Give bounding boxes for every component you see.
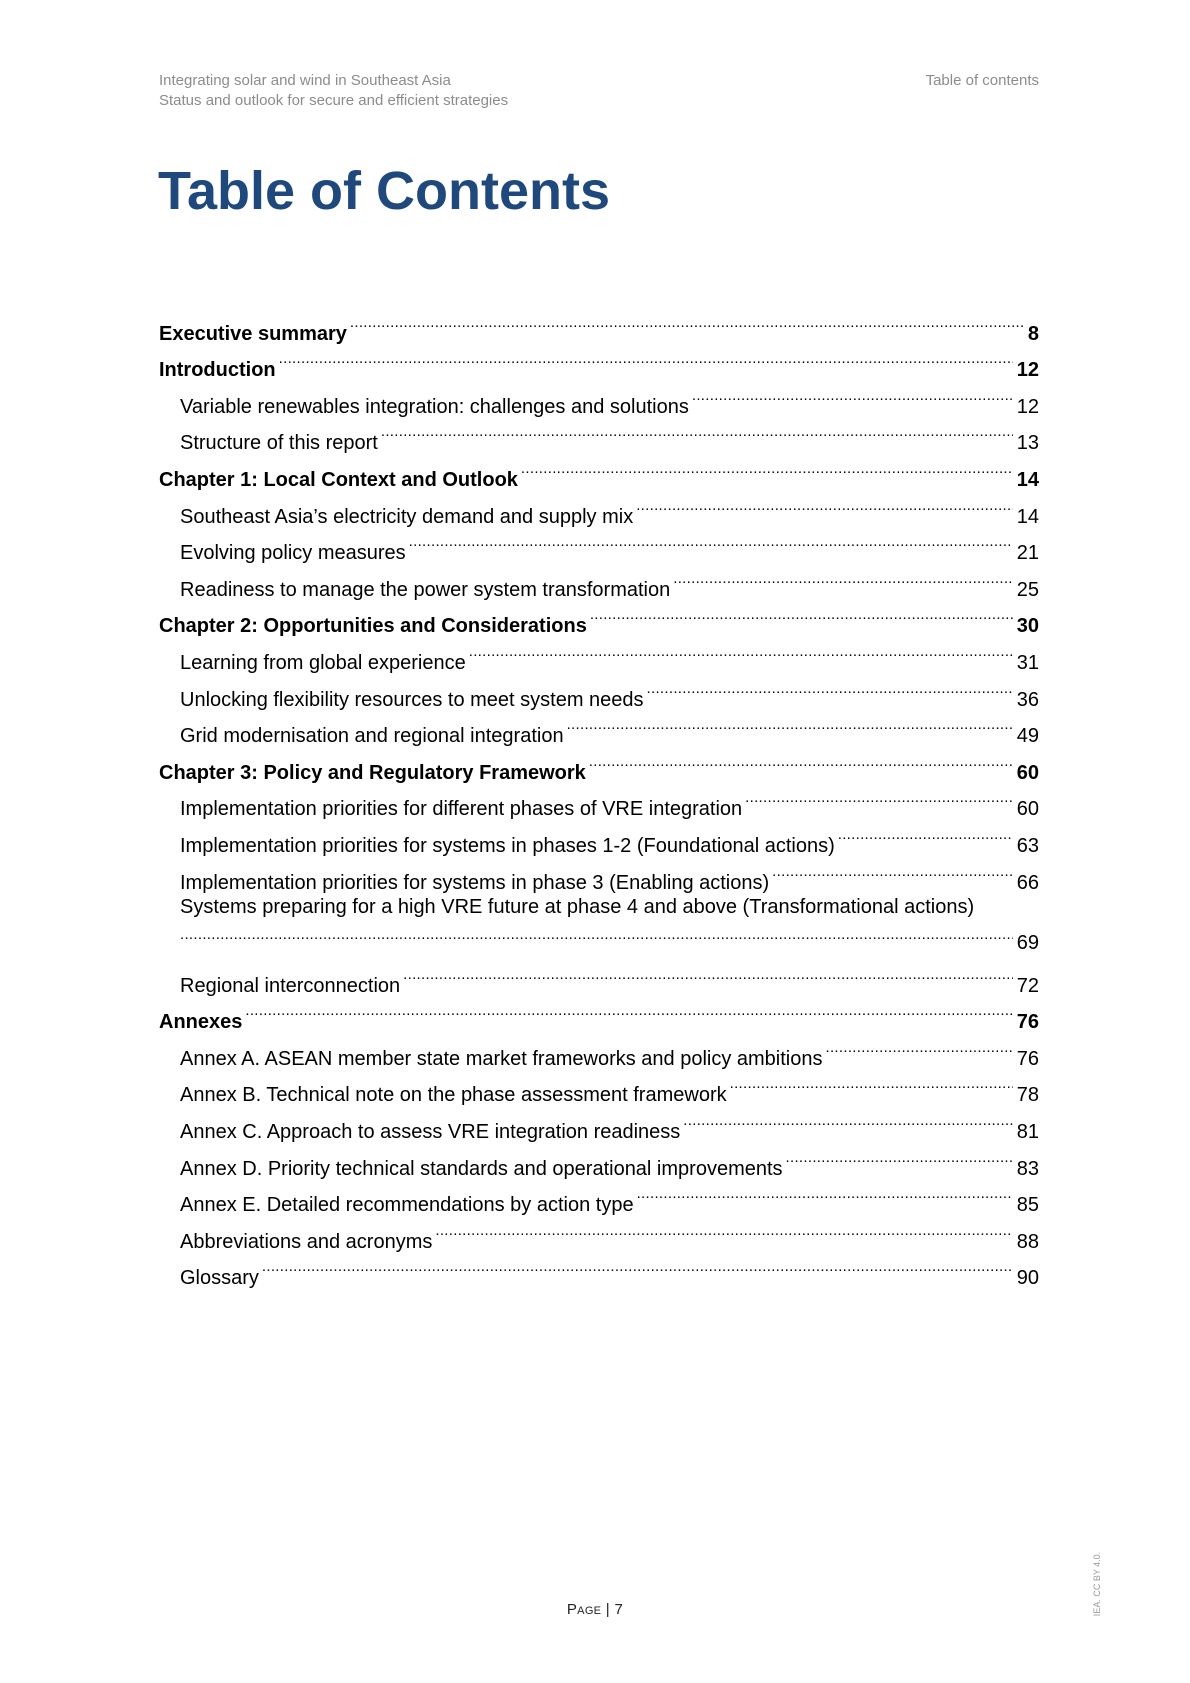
toc-page-number: 88 <box>1016 1230 1039 1253</box>
toc-page-number: 13 <box>1016 432 1039 455</box>
toc-entry-regional-interconnection[interactable] <box>159 955 1039 997</box>
toc-entry-executive-summary[interactable] <box>159 303 1039 345</box>
table-of-contents <box>159 303 1039 1290</box>
toc-entry-annexes[interactable] <box>159 992 1039 1034</box>
toc-entry-label: Annex A. ASEAN member state market frameworks and policy ambitions <box>180 1047 823 1070</box>
toc-entry-systems-preparing-for-a-high-vre-future-at-phase-4-and-above-transformational-actions[interactable] <box>159 889 1039 954</box>
toc-entry-label: Grid modernisation and regional integration <box>180 725 564 748</box>
toc-page-number: 83 <box>1016 1157 1039 1180</box>
toc-dot-leader <box>730 1065 1013 1102</box>
toc-dot-leader <box>692 376 1013 413</box>
toc-entry-label: Annex E. Detailed recommendations by action type <box>180 1194 634 1217</box>
toc-entry-variable-renewables-integration-challenges-and-solutions[interactable] <box>159 376 1039 418</box>
toc-dot-leader <box>567 706 1013 743</box>
page-title: Table of Contents <box>158 161 610 221</box>
toc-entry-label: Chapter 3: Policy and Regulatory Framework <box>159 761 586 784</box>
toc-page-number: 21 <box>1016 542 1039 565</box>
toc-dot-leader <box>637 1175 1013 1212</box>
toc-entry-introduction[interactable] <box>159 340 1039 382</box>
toc-entry-label: Introduction <box>159 359 276 382</box>
toc-page-number: 49 <box>1016 725 1039 748</box>
toc-dot-leader <box>636 486 1013 523</box>
toc-dot-leader <box>589 742 1013 779</box>
report-subtitle: Status and outlook for secure and efficient strategies <box>159 92 509 109</box>
toc-dot-leader <box>262 1248 1013 1285</box>
toc-entry-label: Systems preparing for a high VRE future at phase 4 and above (Transformational actions) <box>180 895 975 918</box>
toc-dot-leader <box>647 669 1013 706</box>
toc-dot-leader <box>745 779 1013 816</box>
toc-entry-label: Unlocking flexibility resources to meet system needs <box>180 688 644 711</box>
toc-dot-leader <box>350 303 1024 340</box>
toc-entry-label: Chapter 1: Local Context and Outlook <box>159 468 518 491</box>
toc-entry-label: Chapter 2: Opportunities and Considerations <box>159 615 587 638</box>
toc-entry-label: Evolving policy measures <box>180 542 406 565</box>
toc-entry-label: Glossary <box>180 1267 259 1290</box>
running-header-title <box>159 71 508 111</box>
toc-entry-label: Structure of this report <box>180 432 378 455</box>
toc-entry-label: Implementation priorities for systems in phases 1-2 (Foundational actions) <box>180 834 835 857</box>
license-note <box>1091 1546 1103 1621</box>
toc-page-number: 76 <box>1016 1011 1039 1034</box>
toc-page-number: 12 <box>1016 395 1039 418</box>
toc-dot-leader <box>469 632 1013 669</box>
toc-entry-label: Implementation priorities for different phases of VRE integration <box>180 798 743 821</box>
toc-dot-leader <box>381 413 1013 450</box>
toc-entry-label: Executive summary <box>159 322 347 345</box>
toc-page-number: 12 <box>1016 359 1039 382</box>
toc-entry-label: Learning from global experience <box>180 651 466 674</box>
toc-page-number: 72 <box>1016 974 1039 997</box>
toc-entry-label: Annex D. Priority technical standards and operational improvements <box>180 1157 783 1180</box>
toc-page-number: 31 <box>1016 651 1039 674</box>
toc-entry-label: Annex C. Approach to assess VRE integration readiness <box>180 1121 681 1144</box>
page-separator: | <box>605 1601 610 1618</box>
toc-page-number: 76 <box>1016 1047 1039 1070</box>
toc-dot-leader <box>521 449 1013 486</box>
toc-dot-leader <box>409 523 1013 560</box>
toc-page-number: 30 <box>1016 615 1039 638</box>
toc-entry-label: Annexes <box>159 1011 243 1034</box>
toc-page-number: 14 <box>1016 468 1039 491</box>
toc-page-number: 63 <box>1016 834 1039 857</box>
page-word: Page <box>566 1601 602 1618</box>
toc-entry-label: Abbreviations and acronyms <box>180 1230 433 1253</box>
toc-entry-annex-a-asean-member-state-market-frameworks-and-policy-ambitions[interactable] <box>159 1028 1039 1070</box>
toc-entry-glossary[interactable] <box>159 1248 1039 1290</box>
toc-page-number: 85 <box>1016 1194 1039 1217</box>
toc-page-number: 25 <box>1016 578 1039 601</box>
running-header-section: Table of contents <box>925 72 1039 89</box>
toc-entry-label: Implementation priorities for systems in phase 3 (Enabling actions) <box>180 871 770 894</box>
toc-dot-leader <box>590 596 1013 633</box>
toc-page-number: 60 <box>1016 798 1039 821</box>
license-text: IEA. CC BY 4.0. <box>1092 1551 1102 1616</box>
toc-dot-leader <box>180 919 1013 949</box>
toc-page-number: 60 <box>1016 761 1039 784</box>
toc-dot-leader <box>683 1101 1012 1138</box>
toc-entry-label: Annex B. Technical note on the phase assessment framework <box>180 1084 727 1107</box>
toc-page-number: 36 <box>1016 688 1039 711</box>
toc-dot-leader <box>403 955 1013 992</box>
toc-page-number: 66 <box>1016 871 1039 894</box>
toc-entry-label: Variable renewables integration: challenges and solutions <box>180 395 689 418</box>
toc-dot-leader <box>786 1138 1013 1175</box>
toc-entry-label: Regional interconnection <box>180 974 401 997</box>
toc-dot-leader <box>673 559 1013 596</box>
toc-dot-leader <box>279 340 1013 377</box>
toc-dot-leader <box>772 852 1013 889</box>
page-footer <box>0 1601 1190 1618</box>
toc-page-number: 14 <box>1016 505 1039 528</box>
toc-dot-leader <box>826 1028 1013 1065</box>
toc-page-number: 69 <box>1016 931 1039 954</box>
toc-page-number: 81 <box>1016 1121 1039 1144</box>
report-title: Integrating solar and wind in Southeast Asia <box>159 72 451 89</box>
page-number: 7 <box>614 1601 624 1618</box>
toc-dot-leader <box>245 992 1012 1029</box>
toc-dot-leader <box>838 815 1013 852</box>
toc-entry-label: Readiness to manage the power system transformation <box>180 578 671 601</box>
toc-entry-label: Southeast Asia’s electricity demand and supply mix <box>180 505 634 528</box>
toc-page-number: 8 <box>1027 322 1039 345</box>
toc-page-number: 78 <box>1016 1084 1039 1107</box>
toc-page-number: 90 <box>1016 1267 1039 1290</box>
toc-dot-leader <box>435 1211 1012 1248</box>
